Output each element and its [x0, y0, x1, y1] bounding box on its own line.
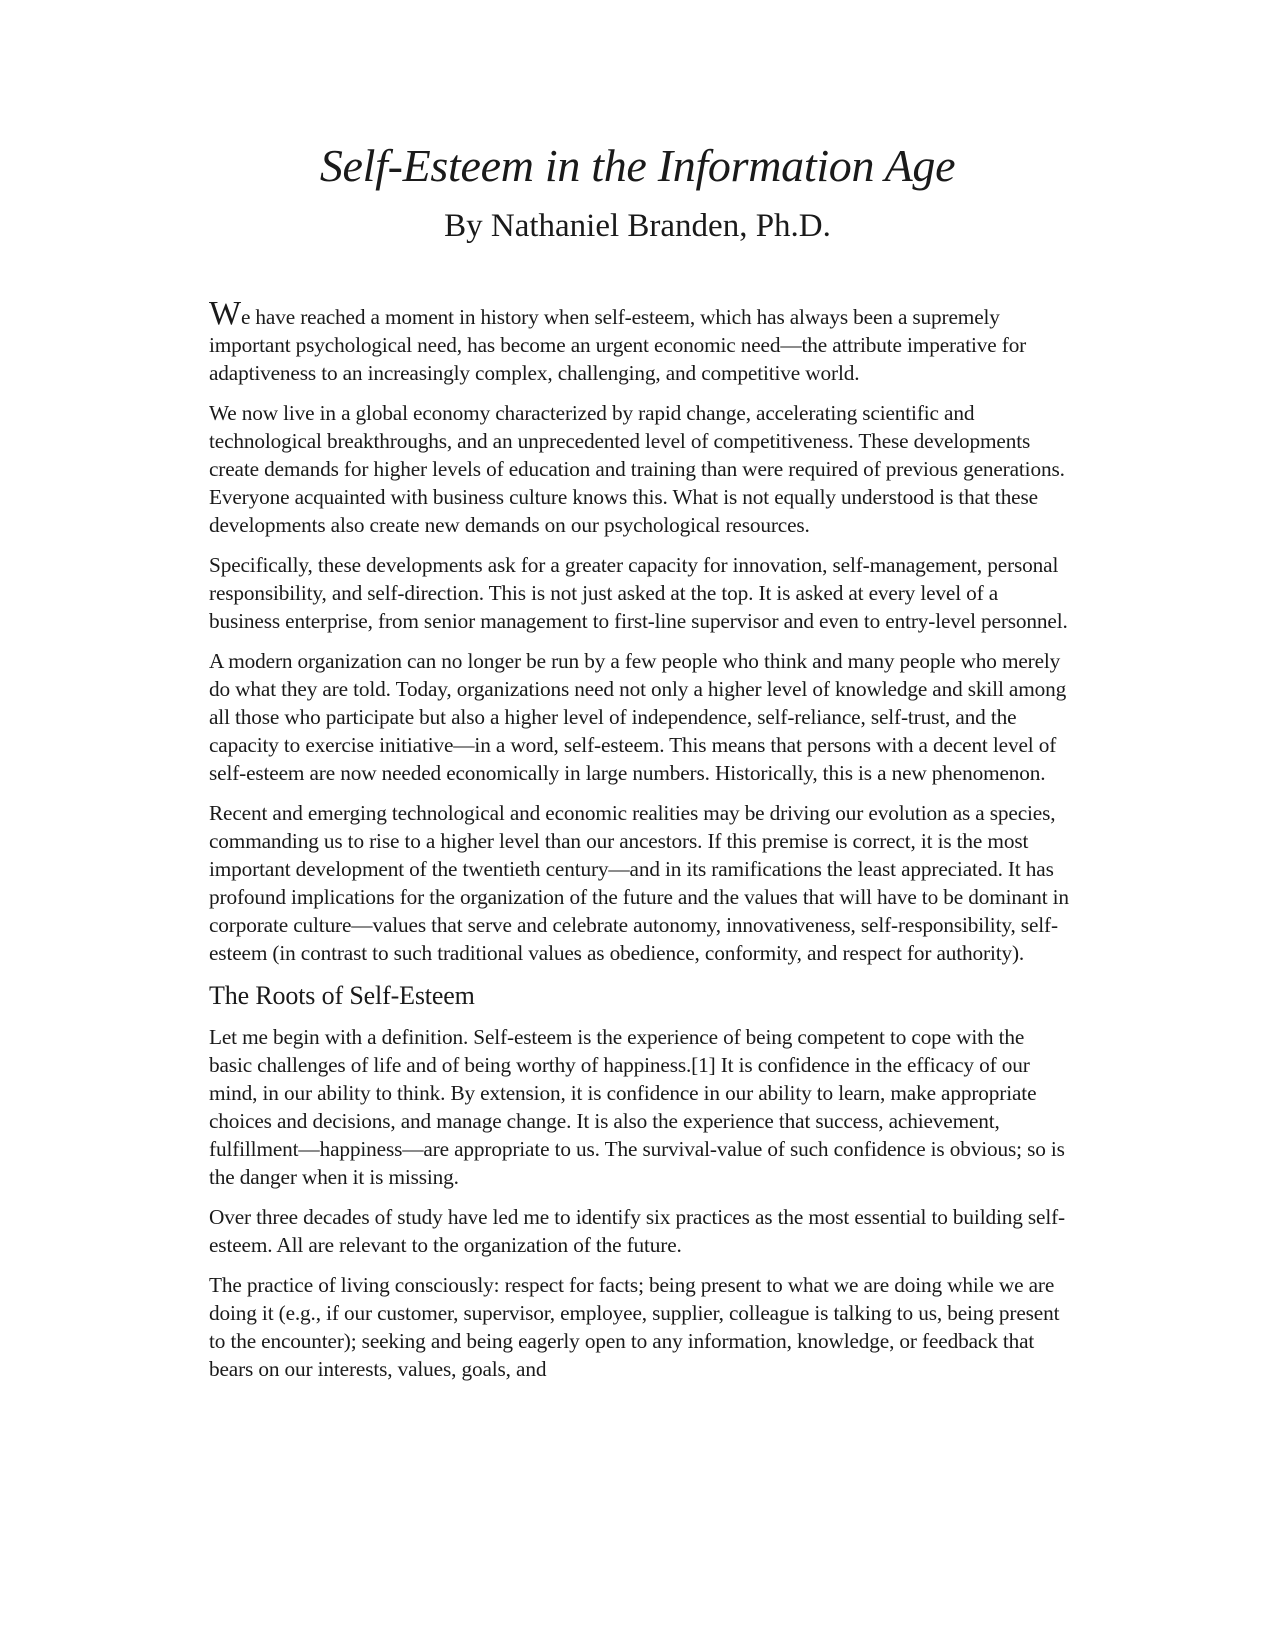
document-body — [209, 295, 1071, 1395]
author-byline: By Nathaniel Branden, Ph.D. — [444, 208, 831, 244]
body-paragraph: We now live in a global economy characterized by rapid change, accelerating scientific and technological breakthroughs, and an unprecedented level of competitiveness. These developments create demands for higher levels of education and training than were required of previous generations. Everyone acquainted with business culture knows this. What is not equally understood is that these developments also create new demands on our psychological resources. — [209, 401, 1065, 537]
section-paragraph: Let me begin with a definition. Self-esteem is the experience of being competent to cope with the basic challenges of life and of being worthy of happiness.[1] It is confidence in the efficacy of our mind, in our ability to think. By extension, it is confidence in our ability to learn, make appropriate choices and decisions, and manage change. It is also the experience that success, achievement, fulfillment—happiness—are appropriate to us. The survival-value of such confidence is obvious; so is the danger when it is missing. — [209, 1025, 1065, 1189]
intro-paragraph — [209, 295, 1071, 387]
section-paragraph: The practice of living consciously: respect for facts; being present to what we are doing while we are doing it (e.g., if our customer, supervisor, employee, supplier, colleague is talking to us, being present to the encounter); seeking and being eagerly open to any information, knowledge, or feedback that bears on our interests, values, goals, and — [209, 1273, 1060, 1381]
body-paragraph: Recent and emerging technological and economic realities may be driving our evolution as a species, commanding us to rise to a higher level than our ancestors. If this premise is correct, it is the most important development of the twentieth century—and in its ramifications the least appreciated. It has profound implications for the organization of the future and the values that will have to be dominant in corporate culture—values that serve and celebrate autonomy, innovativeness, self-responsibility, self-esteem (in contrast to such traditional values as obedience, conformity, and respect for authority). — [209, 801, 1069, 965]
intro-initial-letter: W — [209, 295, 241, 332]
body-paragraph: A modern organization can no longer be run by a few people who think and many people who merely do what they are told. Today, organizations need not only a higher level of knowledge and skill among all those who participate but also a higher level of independence, self-reliance, self-trust, and the capacity to exercise initiative—in a word, self-esteem. This means that persons with a decent level of self-esteem are now needed economically in large numbers. Historically, this is a new phenomenon. — [209, 649, 1067, 785]
section-paragraph: Over three decades of study have led me to identify six practices as the most essential to building self-esteem. All are relevant to the organization of the future. — [209, 1205, 1065, 1257]
document-title: Self-Esteem in the Information Age — [319, 140, 956, 191]
intro-paragraph-text: e have reached a moment in history when self-esteem, which has always been a supremely important psychological need, has become an urgent economic need—the attribute imperative for adaptiveness to an increasingly complex, challenging, and competitive world. — [209, 305, 1027, 385]
section-heading: The Roots of Self-Esteem — [209, 981, 475, 1010]
body-paragraph: Specifically, these developments ask for a greater capacity for innovation, self-management, personal responsibility, and self-direction. This is not just asked at the top. It is asked at every level of a business enterprise, from senior management to first-line supervisor and even to entry-level personnel. — [209, 553, 1068, 633]
